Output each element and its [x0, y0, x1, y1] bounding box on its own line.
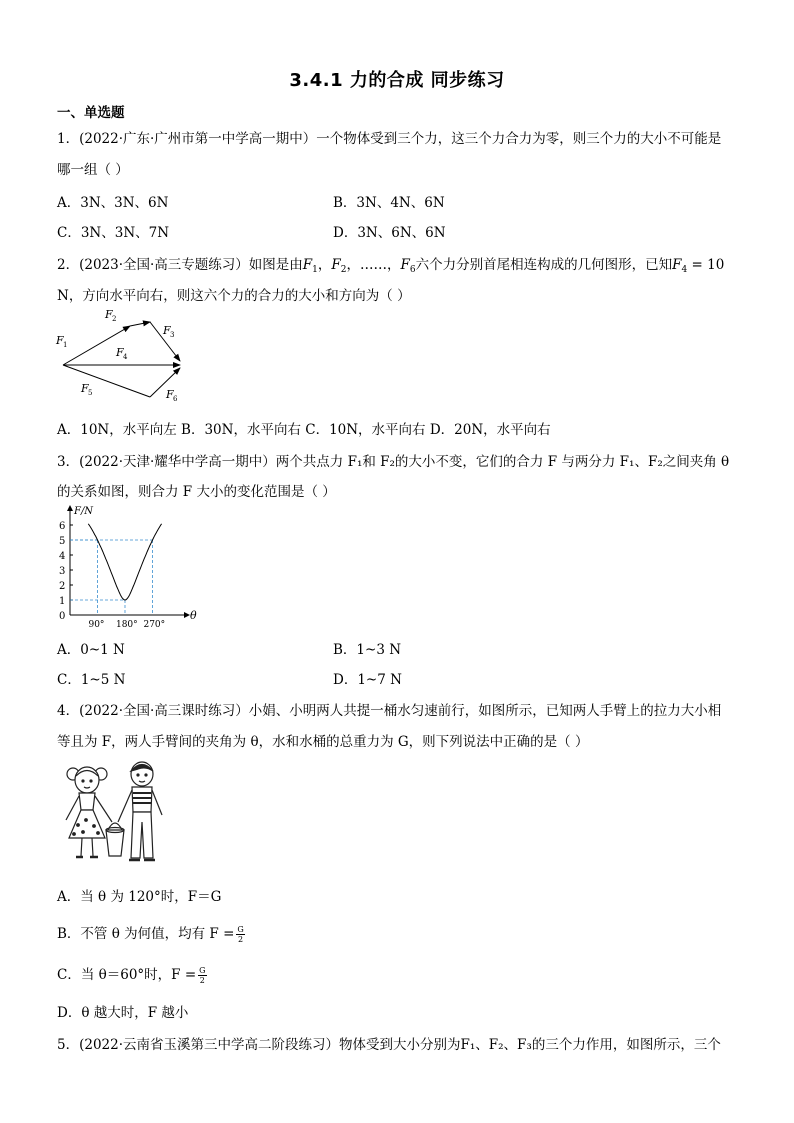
force-angle-chart	[52, 503, 207, 628]
q3-stem-line2: 的关系如图，则合力 F 大小的变化范围是（ ）	[57, 484, 336, 500]
q4-option-c: C．当 θ＝60°时，F = $\frac{G}{2}$	[57, 966, 206, 985]
label-f5: F	[81, 382, 89, 395]
label-f4-sub: 4	[123, 353, 128, 361]
boy-trousers	[131, 812, 153, 858]
girl-eye-right	[90, 780, 92, 782]
water-bucket	[106, 830, 124, 856]
label-f2-sub: 2	[112, 315, 117, 323]
girl-legs	[81, 838, 93, 856]
q4-option-d: D．θ 越大时，F 越小	[57, 1005, 189, 1021]
q1-option-d: D．3N、6N、6N	[333, 225, 446, 241]
q1-option-b: B．3N、4N、6N	[333, 195, 445, 211]
q4-option-a: A．当 θ 为 120°时，F＝G	[57, 889, 222, 905]
q2-options: A．10N，水平向左 B．30N，水平向右 C．10N，水平向右 D．20N，水平向右	[57, 422, 551, 438]
x-tick-label: 90°	[88, 620, 105, 628]
q4-stem-line2: 等且为 F，两人手臂间的夹角为 θ，水和水桶的总重力为 G，则下列说法中正确的是（ ）	[57, 734, 589, 750]
girl-left-arm	[66, 796, 79, 820]
q4-stem-line1: 4．(2022·全国·高三课时练习）小娟、小明两人共提一桶水匀速前行，如图所示，已知两人手臂上的拉力大小相	[57, 703, 722, 719]
section-heading: 一、单选题	[57, 105, 125, 121]
y-tick-label: 2	[59, 581, 66, 592]
x-axis-label: θ	[190, 609, 197, 622]
y-axis-arrow	[67, 505, 73, 511]
boy-left-arm	[118, 790, 132, 822]
y-tick-label: 4	[59, 551, 66, 562]
label-f6-sub: 6	[173, 395, 178, 403]
fraction-g-over-2: $\frac{G}{2}$	[237, 925, 244, 944]
label-f1: F	[56, 334, 64, 347]
y-axis-label: F/N	[74, 506, 94, 517]
x-tick-label: 270°	[143, 620, 166, 628]
q1-option-a: A．3N、3N、6N	[57, 195, 169, 211]
fraction-g-over-2: $\frac{G}{2}$	[199, 966, 206, 985]
resultant-force-curve	[88, 524, 161, 600]
y-tick-label: 3	[59, 566, 66, 577]
q3-option-c: C．1~5 N	[57, 672, 126, 688]
q3-option-d: D．1~7 N	[333, 672, 402, 688]
q1-stem-line2: 哪一组（ ）	[57, 162, 129, 178]
q1-option-c: C．3N、3N、7N	[57, 225, 170, 241]
q1-stem-line1: 1．(2022·广东·广州市第一中学高一期中）一个物体受到三个力，这三个力合力为零，则三个力的大小不可能是	[57, 131, 722, 147]
q5-stem-line1: 5．(2022·云南省玉溪第三中学高二阶段练习）物体受到大小分别为F₁、F₂、F₃的三个力作用，如图所示，三个	[57, 1037, 721, 1053]
label-f3: F	[163, 324, 171, 337]
page-title: 3.4.1 力的合成 同步练习	[289, 70, 505, 91]
bucket-handle	[108, 823, 122, 830]
label-f3-sub: 3	[170, 331, 175, 339]
y-tick-label: 1	[59, 596, 66, 607]
force-f2-arrow	[130, 322, 150, 326]
q2-stem-line1: 2．(2023·全国·高三专题练习）如图是由$F_1$，$F_2$，……，$F_6$六个力分别首尾相连构成的几何图形，已知$F_4 = 10$	[57, 257, 725, 275]
y-tick-label: 5	[59, 536, 66, 547]
girl-eye-left	[82, 780, 84, 782]
force-f6-arrow	[150, 368, 180, 397]
label-f2: F	[105, 308, 113, 321]
label-f5-sub: 5	[88, 389, 93, 397]
x-tick-label: 180°	[115, 620, 138, 628]
q2-stem-line2: N，方向水平向右，则这六个力的合力的大小和方向为（ ）	[57, 288, 411, 304]
q3-option-a: A．0~1 N	[57, 642, 125, 658]
label-f6: F	[166, 388, 174, 401]
q3-option-b: B．1~3 N	[333, 642, 402, 658]
y-tick-label: 0	[59, 611, 66, 622]
label-f1-sub: 1	[63, 341, 68, 349]
boy-shirt	[132, 787, 152, 812]
q3-stem-line1: 3．(2022·天津·耀华中学高一期中）两个共点力 F₁和 F₂的大小不变，它们的合力 F 与两分力 F₁、F₂之间夹角 θ	[57, 454, 730, 470]
force-polygon-figure	[50, 305, 200, 410]
boy-right-arm	[152, 790, 162, 815]
force-f5-line	[63, 365, 150, 397]
q4-option-b: B．不管 θ 为何值，均有 F = $\frac{G}{2}$	[57, 925, 244, 944]
girl-right-arm	[95, 796, 112, 822]
children-carrying-bucket-illustration	[58, 760, 170, 868]
y-tick-label: 6	[59, 521, 66, 532]
girl-torso	[79, 793, 95, 810]
label-f4: F	[116, 346, 124, 359]
